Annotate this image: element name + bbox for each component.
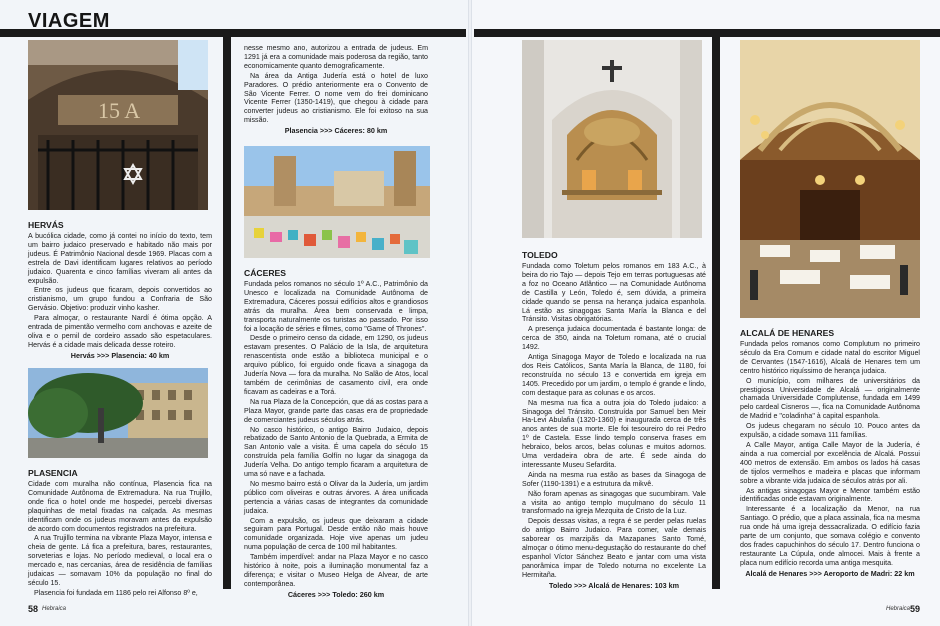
section-title: VIAGEM <box>28 10 110 32</box>
alcala-photo <box>740 40 920 318</box>
alcala-paragraph: O município, com milhares de universitários da prestigiosa Universidade de Alcalá — originalmente chamada Universidade Complutense, fundada em 1499 pelo cardeal Cisneros —, fica na Comunidade Autônoma de Madrid e "coladinha" à capital espanhola. <box>740 376 920 421</box>
alcala-paragraph: As antigas sinagogas Mayor e Menor também estão identificadas onde estavam originalmente. <box>740 486 920 504</box>
toledo-paragraph: A presença judaica documentada é bastante longa: de cerca de 350, ainda na Toletum romana, até o crucial 1492. <box>522 325 706 352</box>
caceres-paragraph: No casco histórico, o antigo Bairro Judaico, depois rebatizado de Santo Antonio de la Quebrada, a Ermita de San Antonio vale a visita. É uma capela do século 15 construída pela família Golfín no lugar da sinagoga da Judería Velha. Do antigo templo ficaram a arquitetura de uma só nave e a fachada. <box>244 425 428 479</box>
plasencia-paragraph: Plasencia foi fundada em 1186 pelo rei Alfonso 8º e, <box>34 588 198 597</box>
caceres-article <box>244 266 428 602</box>
caceres-heading: CÁCERES <box>244 268 287 278</box>
plasencia-paragraph: nesse mesmo ano, autorizou a entrada de judeus. Em 1291 já era a comunidade mais poderosa da região, tanto economicamente quanto demograficamente. <box>244 44 428 70</box>
toledo-photo <box>522 40 702 238</box>
plasencia-paragraph: Cidade com muralha não contínua, Plasencia fica na Comunidade Autônoma de Extremadura. Na rua Trujillo, onde fica o hotel onde me hospedei, percebi diversas plaquinhas de metal fixadas na calçada. As mesmas identificam onde os judeus moravam antes da expulsão de acordo com documentos registrados na prefeitura. <box>28 480 212 533</box>
hervas-route: Hervás >>> Plasencia: 40 km <box>70 350 170 360</box>
hervas-paragraph: Entre os judeus que ficaram, depois convertidos ao cristianismo, um grupo fundou a Confraria de São Gervásio. Objetivo: produzir vinho kasher. <box>28 286 212 313</box>
plasencia-route: Plasencia >>> Cáceres: 80 km <box>284 126 388 136</box>
plasencia-heading: PLASENCIA <box>28 468 78 478</box>
brand-left: Hebraica <box>42 606 67 612</box>
right-column-divider <box>712 37 720 589</box>
alcala-paragraph: Fundada pelos romanos como Complutum no primeiro século da Era Comum e cidade natal do escritor Miguel de Cervantes (1547-1616), Alcalá de Henares tem um centro histórico riquíssimo de herança judaica. <box>740 340 920 375</box>
plasencia-article <box>28 466 212 599</box>
toledo-heading: TOLEDO <box>522 250 558 260</box>
hervas-paragraph: A bucólica cidade, como já contei no início do texto, tem um bairro judaico preservado e habitado não mais por judeus. É Patrimônio Nacional desde 1969. Placas com a estrela de Davi identificam lugares relativos ao período judaico. Quarenta e cinco famílias viveram ali antes da expulsão. <box>28 232 212 285</box>
alcala-paragraph: A Calle Mayor, antiga Calle Mayor de la Judería, é ainda a rua comercial por excelência de Alcalá. Possui 400 metros de extensão. Em ambos os lados há casas de tijolos vermelhos e madeira e placas que informam sobre a vibrante vida judaica de séculos atrás por ali. <box>740 440 920 485</box>
caceres-paragraph: Com a expulsão, os judeus que deixaram a cidade seguiram para Portugal. Desde então não mais houve comunidade organizada. Hoje vive apenas um judeu numa população de cerca de 100 mil habitantes. <box>244 516 428 552</box>
hervas-heading: HERVÁS <box>28 220 64 230</box>
caceres-paragraph: Também imperdível: andar na Plaza Mayor e no casco histórico à noite, pois a iluminação monumental faz a diferença; e visitar o Museo Helga de Alvear, de arte contemporânea. <box>244 553 428 588</box>
plasencia-paragraph: A rua Trujillo termina na vibrante Plaza Mayor, intensa e cheia de gente. Lá fica a prefeitura, bares, restaurantes, sorveterias e lojas. No período medieval, o local era o mercado e, nas cercanias, área de residência de famílias judaicas — somavam 10% da população no final do século 15. <box>28 534 212 587</box>
plasencia-paragraph: Na área da Antiga Judería está o hotel de luxo Paradores. O prédio anteriormente era o Convento de São Vicente Ferrer. O nome vem do frei dominicano Vicente Ferrer (1350-1419), que chegou à cidade para converter judeus ao cristianismo. Ele foi exitoso na sua missão. <box>244 71 428 125</box>
alcala-route: Alcalá de Henares >>> Aeroporto de Madri: 22 km <box>745 568 915 578</box>
page-number-left: 58 <box>28 604 39 614</box>
caceres-paragraph: Fundada pelos romanos no século 1º A.C., Patrimônio da Unesco e localizada na Comunidade Autônoma de Extremadura, Cáceres possui edifícios altos e grandiosos atrás da muralha. Área bem conservada e limpa, transporta naturalmente os turistas ao passado. Por isso foi a locação de séries e filmes, como "Game of Thrones". <box>244 280 428 333</box>
hervas-photo <box>28 40 208 210</box>
toledo-paragraph: Fundada como Toletum pelos romanos em 183 A.C., à beira do rio Tajo — depois Tejo em terras portuguesas até a foz no Oceano Atlântico — na Comunidade Autônoma de Castilla y León, Toledo é, sem dúvida, a primeira cidade quando se pensa na herança judaica espanhola. Lá estão as sinagogas Santa María la Blanca e del Tránsito. Visitas obrigatórias. <box>522 262 706 324</box>
plasencia-continued <box>244 44 428 138</box>
caceres-paragraph: No mesmo bairro está o Olivar da la Judería, um jardim público com oliveiras e outras árvores. A área unificada pertencia a várias casas de integrantes da comunidade judaica. <box>244 479 428 515</box>
left-column-divider <box>223 37 231 589</box>
right-top-bar <box>474 29 940 37</box>
caceres-route: Cáceres >>> Toledo: 260 km <box>287 589 385 599</box>
svg-text:15 A: 15 A <box>98 98 141 123</box>
alcala-article <box>740 326 920 581</box>
toledo-paragraph: Na mesma rua fica a outra joia do Toledo judaico: a Sinagoga del Tránsito. Construída por Samuel ben Meir Ha-Levi Abulafia (1320-1360) e inaugurada cerca de três anos antes de sua morte. Ele foi tesoureiro do rei Pedro 1º de Castela. Esse lindo templo conserva frases em hebraico, belos arcos, belas colunas e muitos adornos. Uma verdadeira obra de arte. É sede ainda do interessante Museu Sefardita. <box>522 398 706 469</box>
caceres-photo <box>244 146 430 258</box>
alcala-paragraph: Os judeus chegaram no século 10. Pouco antes da expulsão, a cidade somava 111 famílias. <box>740 422 920 440</box>
plasencia-photo <box>28 368 208 458</box>
page-number-right: 59 <box>910 604 921 614</box>
hervas-article <box>28 218 212 363</box>
toledo-paragraph: Não foram apenas as sinagogas que sucumbiram. Vale a visita ao antigo templo muçulmano do século 11 transformado na igreja Mezquita de Cristo de la Luz. <box>522 489 706 516</box>
caceres-paragraph: Desde o primeiro censo da cidade, em 1290, os judeus estavam presentes. O Palácio de la Isla, de arquitetura renascentista onde estão a biblioteca municipal e o arquivo público, foi erguido onde ficava a sinagoga da Judería Nova — fora da muralha. No Salão de Atos, local também de cerimônias de casamento civil, era onde ficavam as cadeiras e a Torá. <box>244 334 428 396</box>
toledo-paragraph: Antiga Sinagoga Mayor de Toledo e localizada na rua dos Reis Católicos, Santa María la Blanca, de 1180, foi reconstruída no século 13 e convertida em igreja em 1405. Precedido por um jardim, o templo é grande e lindo, com destaque para as colunas e os arcos. <box>522 353 706 397</box>
alcala-heading: ALCALÁ DE HENARES <box>740 328 835 338</box>
page-gutter <box>468 0 472 626</box>
brand-right: Hebraica <box>886 606 911 612</box>
toledo-route: Toledo >>> Alcalá de Henares: 103 km <box>548 580 680 590</box>
alcala-paragraph: Interessante é a localização da Menor, na rua Santiago. O prédio, que a placa assinala, fica na mesma rua onde há uma igreja dessacralizada. O edifício fazia parte de um conjunto, que somava colégio e convento dos frades capuchinhos do século 17. Dentro funciona o restaurante La Cúpula, onde almocei. Mais à frente a placa num edifício recorda uma antiga mesquita. <box>740 505 920 567</box>
hervas-paragraph: Para almoçar, o restaurante Nardí é ótima opção. A entrada de pimentão vermelho com anchovas e azeite de oliva e o pernil de cordeiro assado são espetaculares. Hervás é a cidade mais delicada desse roteiro. <box>28 314 212 349</box>
caceres-paragraph: Na rua Plaza de la Concepción, que dá as costas para a Plaza Mayor, grande parte das casas era de propriedade de comerciantes judeus séculos atrás. <box>244 397 428 424</box>
toledo-article <box>522 248 706 593</box>
toledo-paragraph: Ainda na mesma rua estão as bases da Sinagoga de Sofer (1190-1391) e a estrutura da mikvê. <box>522 470 706 488</box>
toledo-paragraph: Depois dessas visitas, a regra é se perder pelas ruelas do antigo Bairro Judaico. Para comer, vale demais saborear os marzipãs da Mazapanes Santo Tomé, almoçar o ótimo menu-degustação do restaurante do chef espanhol Víctor Sánchez Beato e jantar com uma vista panorâmica ímpar de Toledo noturna no excelente La Hermitaña. <box>522 517 706 579</box>
